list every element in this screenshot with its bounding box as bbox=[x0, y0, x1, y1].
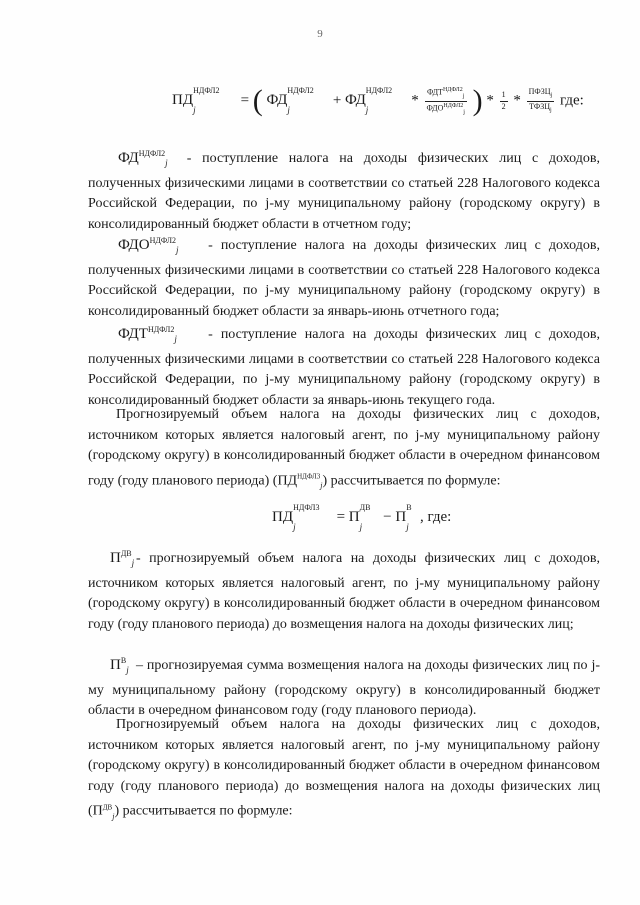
formula1-coefficient: $\frac{ПФЗЦ_j}{ТФЗЦ_j}$ bbox=[528, 87, 553, 114]
definition-fdt-text: - поступление налога на доходы физических лиц с доходов, полученных физическими лицами в соответствии со статьей 228 Налогового кодекса Российской Федерации, по j-му муниципальному району (городскому округу) в консолидированный бюджет области за январь-июнь текущего года. bbox=[88, 327, 601, 408]
page-number: 9 bbox=[317, 28, 323, 40]
formula1-equals: = bbox=[240, 92, 250, 109]
formula1-lhs: ПД НДФЛ2 j bbox=[172, 86, 220, 116]
formula-pd-ndfl3: ПД НДФЛ3 j = П ДВ j − П В j , где: bbox=[272, 503, 452, 532]
definition-fdt-symbol: $ФДТ^{НДФЛ2}_j$ bbox=[118, 325, 177, 344]
definition-fd-symbol: $ФД^{НДФЛ2}_j$ bbox=[118, 149, 168, 168]
formula2-lhs: ПД НДФЛ3 j bbox=[272, 503, 320, 532]
formula2-term-v: П В j bbox=[395, 503, 412, 532]
definition-fdo-symbol: $ФДО^{НДФЛ2}_j$ bbox=[118, 236, 179, 255]
definition-fd bbox=[88, 144, 600, 235]
formula1-term1: ФД НДФЛ2 j bbox=[266, 86, 314, 116]
formula1-half: $\frac{1}{2}$ bbox=[501, 89, 506, 111]
paragraph-forecast-ndfl3: Прогнозируемый объем налога на доходы физических лиц с доходов, источником которых является налоговый агент, по j-му муниципальному району (городскому округу) в консолидированный бюджет области в очередном финансовом году (году планового периода) $(ПД^{НДФЛ3}_j)$ рассчитывается по формуле: bbox=[88, 407, 600, 490]
definition-pv bbox=[88, 651, 600, 722]
definition-pdv bbox=[88, 544, 600, 635]
definition-pv-text: – прогнозируемая сумма возмещения налога на доходы физических лиц по j-му муниципальному району (городскому округу) в консолидированный бюджет области в очередном финансовом году (году планового периода). bbox=[88, 658, 601, 718]
definition-pv-symbol: $П^В_j$ bbox=[110, 656, 129, 675]
formula1-ratio: $\frac{ФДТ^{НДФЛ2}_j}{ФДО^{НДФЛ2}_j}$ bbox=[426, 86, 465, 115]
definition-pdv-symbol: $П^{ДВ}_j$ bbox=[110, 549, 135, 568]
formula-pd-ndfl2: ПД НДФЛ2 j = ( ФД НДФЛ2 j + ФД НДФЛ2 j * $\frac{ФДТ^{НДФЛ2}_j}{ФДО^{НДФЛ2}_j}$ ) * $\frac{1}{2}$ * $\frac{ПФЗЦ_j}{ТФЗЦ_j}$ где: bbox=[172, 84, 584, 117]
definition-pdv-text: - прогнозируемый объем налога на доходы физических лиц с доходов, источником которых является налоговый агент, по j-му муниципальному району (городскому округу) в консолидированный бюджет области в очередном финансовом году (году планового периода) до возмещения налога на доходы физических лиц; bbox=[88, 551, 600, 632]
formula1-term2: ФД НДФЛ2 j bbox=[345, 86, 393, 116]
definition-fdt bbox=[88, 320, 600, 411]
definition-fdo-text: - поступление налога на доходы физических лиц с доходов, полученных физическими лицами в соответствии со статьей 228 Налогового кодекса Российской Федерации, по j-му муниципальному району (городскому округу) в консолидированный бюджет области за январь-июнь отчетного года; bbox=[88, 238, 601, 319]
formula2-term-dv: П ДВ j bbox=[348, 503, 371, 532]
definition-fd-text: - поступление налога на доходы физических лиц с доходов, полученных физическими лицами в соответствии со статьей 228 Налогового кодекса Российской Федерации, по j-му муниципальному району (городскому округу) в консолидированный бюджет области в отчетном году; bbox=[88, 151, 601, 232]
definition-fdo bbox=[88, 231, 600, 322]
paragraph-forecast-before-refund: Прогнозируемый объем налога на доходы физических лиц с доходов, источником которых является налоговый агент, по j-му муниципальному району (городскому округу) в консолидированный бюджет области в очередном финансовом году (году планового периода) до возмещения налога на доходы физических лиц $(П^{ДВ}_j)$ рассчитывается по формуле: bbox=[88, 717, 600, 821]
